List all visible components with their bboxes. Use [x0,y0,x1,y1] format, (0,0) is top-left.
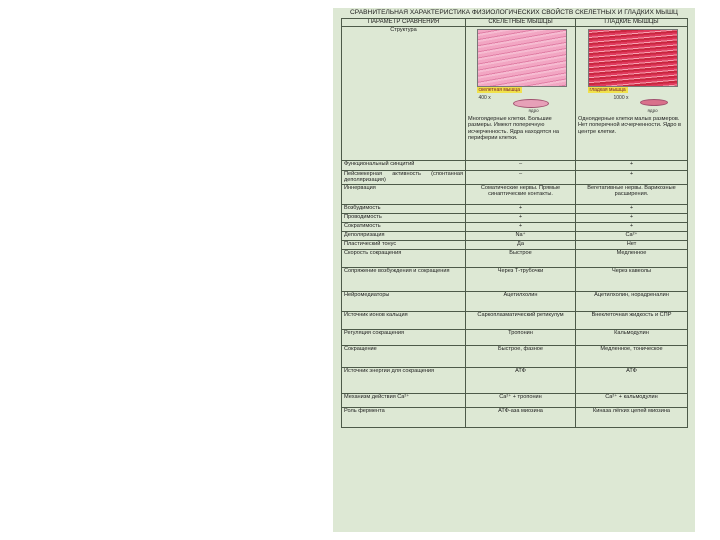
row-smooth: Через кавеолы [576,267,688,291]
row-smooth: + [576,222,688,231]
smooth-cell-caption: ядро [647,107,658,113]
row-smooth: + [576,204,688,213]
row-param: Роль фермента [342,407,466,427]
smooth-structure-text: Одноядерные клетки малых размеров. Нет поперечной исчерченности. Ядро в центре клетки. [578,115,682,135]
row-smooth: Ацетилхолин, норадреналин [576,291,688,311]
row-skeletal: Да [466,240,576,249]
row-param: Иннервация [342,184,466,204]
table-row [342,204,688,213]
skeletal-image-label: скелетная мышца [478,86,521,93]
structure-param: Структура [342,26,466,160]
row-param: Механизм действия Ca²⁺ [342,393,466,407]
row-smooth: Кальмодулин [576,329,688,345]
row-skeletal: АТФ-аза миозина [466,407,576,427]
skeletal-cell-diagram [513,99,549,108]
table-row [342,222,688,231]
row-smooth: Ca²⁺ [576,231,688,240]
row-skeletal: Быстрое, фазное [466,345,576,367]
row-skeletal: + [466,213,576,222]
smooth-magnification: 1000 х [613,94,629,101]
comparison-rows [342,160,688,427]
row-skeletal: – [466,160,576,170]
table-row [342,184,688,204]
comparison-table [341,18,688,428]
smooth-micrograph-figure [584,29,680,115]
row-skeletal: Быстрое [466,249,576,267]
table-row [342,240,688,249]
row-smooth: Медленное [576,249,688,267]
row-smooth: + [576,160,688,170]
row-param: Источник ионов кальция [342,311,466,329]
skeletal-cell-caption: ядро [528,107,539,113]
row-smooth: Медленное, тоническое [576,345,688,367]
row-skeletal: – [466,170,576,184]
table-row [342,267,688,291]
smooth-muscle-micrograph [588,29,678,87]
row-skeletal: АТФ [466,367,576,393]
table-row [342,407,688,427]
row-smooth: АТФ [576,367,688,393]
table-row [342,213,688,222]
row-smooth: Киназа лёгких цепей миозина [576,407,688,427]
table-row [342,160,688,170]
row-param: Скорость сокращения [342,249,466,267]
row-param: Регуляция сокращения [342,329,466,345]
table-row [342,345,688,367]
header-smooth: ГЛАДКИЕ МЫШЦЫ [576,19,688,27]
skeletal-muscle-micrograph [477,29,567,87]
row-skeletal: + [466,204,576,213]
skeletal-structure-text: Многоядерные клетки. Большие размеры. Имеют поперечную исчерченность. Ядра находятся на периферии клетки. [468,115,559,142]
row-param: Сократимость [342,222,466,231]
skeletal-micrograph-figure [473,29,569,115]
row-param: Функциональный синцитий [342,160,466,170]
row-smooth: + [576,170,688,184]
table-row [342,249,688,267]
row-smooth: Ca²⁺ + кальмодулин [576,393,688,407]
row-skeletal: Na⁺ [466,231,576,240]
smooth-structure-cell [576,26,688,160]
row-param: Пейсмекерная активность (спонтанная деполяризация) [342,170,466,184]
table-row [342,231,688,240]
row-param: Проводимость [342,213,466,222]
table-row [342,393,688,407]
row-smooth: Нет [576,240,688,249]
row-param: Сопряжение возбуждения и сокращения [342,267,466,291]
row-param: Сокращение [342,345,466,367]
table-row [342,291,688,311]
row-skeletal: Саркоплазматический ретикулум [466,311,576,329]
row-skeletal: Через Т-трубочки [466,267,576,291]
row-param: Нейромедиаторы [342,291,466,311]
row-param: Источник энергии для сокращения [342,367,466,393]
skeletal-magnification: 400 х [478,94,491,101]
table-row [342,170,688,184]
table-row [342,311,688,329]
table-row [342,329,688,345]
row-skeletal: Соматические нервы. Прямые синаптические контакты. [466,184,576,204]
row-skeletal: Тропонин [466,329,576,345]
row-param: Пластический тонус [342,240,466,249]
row-smooth: Внеклеточная жидкость и СПР [576,311,688,329]
row-smooth: + [576,213,688,222]
table-row [342,367,688,393]
header-param: ПАРАМЕТР СРАВНЕНИЯ [342,19,466,27]
row-param: Возбудимость [342,204,466,213]
document-page [333,8,695,532]
row-skeletal: Ацетилхолин [466,291,576,311]
header-skeletal: СКЕЛЕТНЫЕ МЫШЦЫ [466,19,576,27]
row-smooth: Вегетативные нервы. Варикозные расширения. [576,184,688,204]
row-param: Деполяризация [342,231,466,240]
skeletal-structure-cell [466,26,576,160]
row-skeletal: + [466,222,576,231]
page-title: СРАВНИТЕЛЬНАЯ ХАРАКТЕРИСТИКА ФИЗИОЛОГИЧЕСКИХ СВОЙСТВ СКЕЛЕТНЫХ И ГЛАДКИХ МЫШЦ [350,9,678,16]
smooth-image-label: гладкая мышца [589,86,626,93]
row-skeletal: Ca²⁺ + тропонин [466,393,576,407]
header-row [342,19,688,27]
structure-row [342,26,688,160]
smooth-cell-diagram [640,99,668,106]
